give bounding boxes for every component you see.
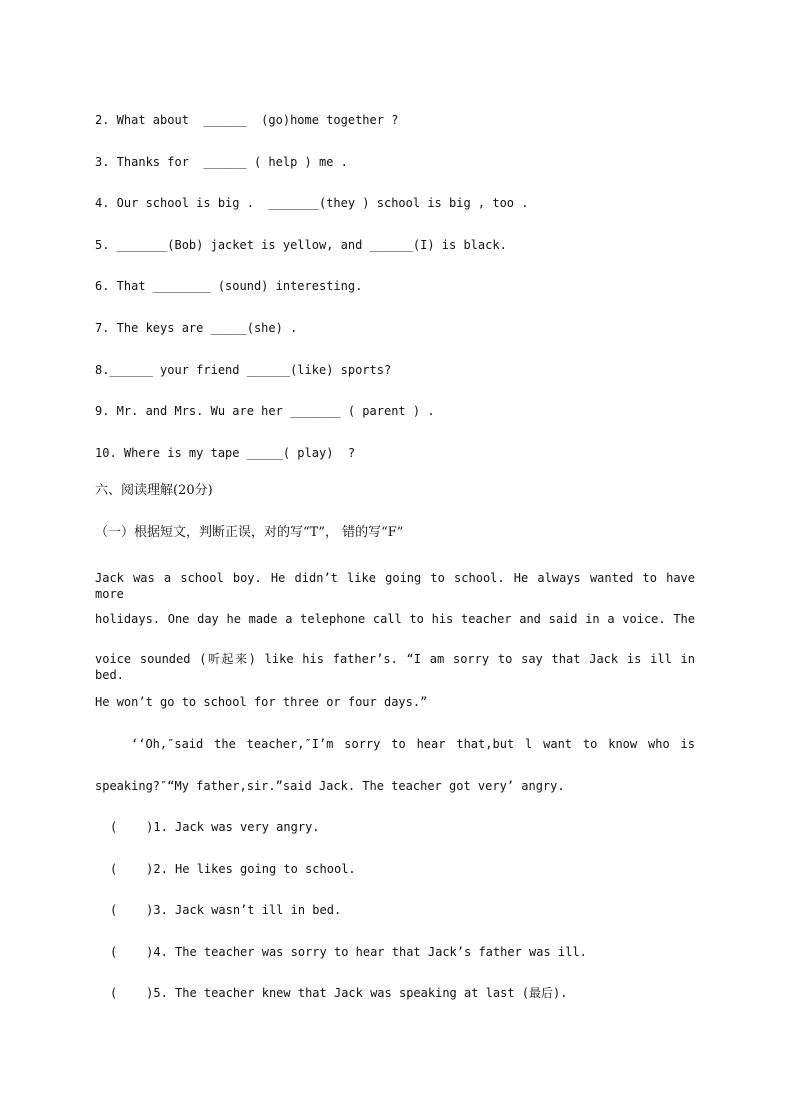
judgement-item: ( )3. Jack wasn’t ill in bed. — [110, 903, 342, 917]
section-heading: 六、阅读理解(20分) — [95, 483, 213, 498]
fill-in-item-9: 9. Mr. and Mrs. Wu are her _______ ( parent ) . — [95, 404, 435, 418]
fill-in-item-6: 6. That ________ (sound) interesting. — [95, 279, 363, 293]
passage-line: voice sounded (听起来) like his father’s. “I am sorry to say that Jack is ill in bed. — [95, 652, 695, 682]
passage-line: holidays. One day he made a telephone call to his teacher and said in a voice. The — [95, 612, 695, 626]
fill-in-item-10: 10. Where is my tape _____( play) ? — [95, 446, 356, 460]
passage-line: speaking?″“My father,sir.”said Jack. The teacher got very’ angry. — [95, 779, 565, 793]
fill-in-item-4: 4. Our school is big . _______(they ) school is big , too . — [95, 196, 529, 210]
fill-in-item-3: 3. Thanks for ______ ( help ) me . — [95, 155, 348, 169]
fill-in-item-2: 2. What about ______ (go)home together ? — [95, 113, 399, 127]
sub-heading: （一）根据短文，判断正误，对的写“T”， 错的写“F” — [95, 525, 404, 540]
passage-line: Jack was a school boy. He didn’t like going to school. He always wanted to have more — [95, 571, 695, 601]
fill-in-item-7: 7. The keys are _____(she) . — [95, 321, 298, 335]
judgement-item: ( )1. Jack was very angry. — [110, 820, 320, 834]
judgement-item: ( )5. The teacher knew that Jack was speaking at last (最后). — [110, 986, 568, 1000]
fill-in-item-8: 8.______ your friend ______(like) sports? — [95, 363, 392, 377]
judgement-item: ( )4. The teacher was sorry to hear that Jack’s father was ill. — [110, 945, 587, 959]
fill-in-item-5: 5. _______(Bob) jacket is yellow, and ______(I) is black. — [95, 238, 507, 252]
passage-line: He won’t go to school for three or four days.” — [95, 695, 428, 709]
passage-line: ‘‘Oh,″said the teacher,″I’m sorry to hear that,but l want to know who is — [131, 737, 695, 751]
judgement-item: ( )2. He likes going to school. — [110, 862, 356, 876]
